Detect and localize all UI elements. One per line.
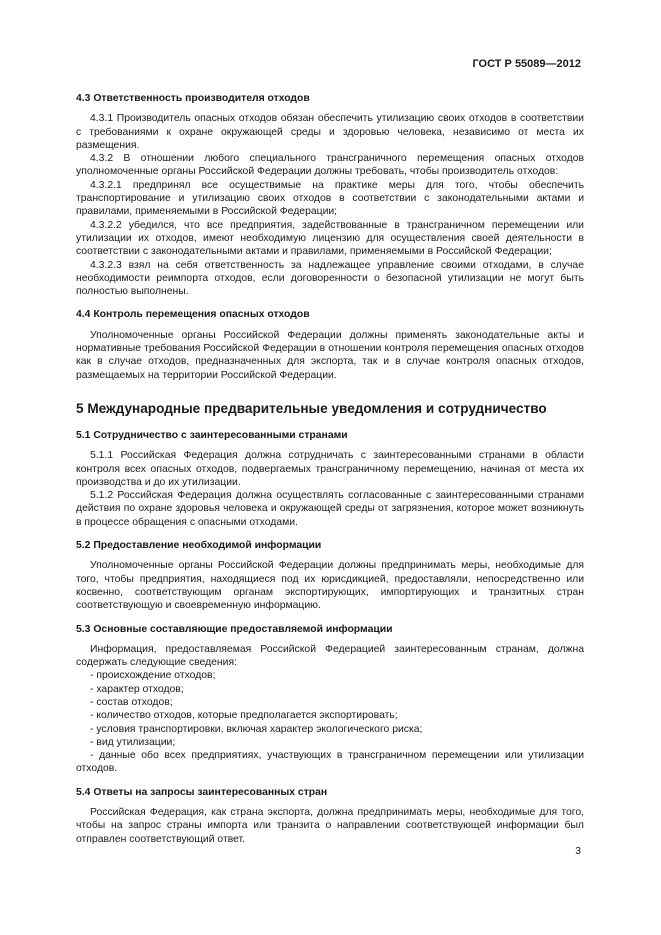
paragraph-4-3-2-2: 4.3.2.2 убедился, что все предприятия, задействованные в трансграничном перемещении или утилизации их отходов, имеют необходимую лицензию для осуществления своей деятельности в соответствии с законодательными актами и правилами, применяемыми в Российской Федерации;: [76, 219, 584, 258]
page-number: 3: [575, 846, 581, 857]
paragraph-5-4: Российская Федерация, как страна экспорта, должна предпринимать меры, необходимые для того, чтобы на запрос страны импорта или транзита о направлении соответствующей информации был отправлен соответствующий ответ.: [76, 807, 584, 845]
section-heading-5-4: 5.4 Ответы на запросы заинтересованных стран: [76, 786, 328, 798]
paragraph-4-3-2-3: 4.3.2.3 взял на себя ответственность за надлежащее управление своими отходами, в случае необходимости реимпорта отходов, если договоренности о безопасной утилизации не могут быть полностью выполнены.: [76, 259, 584, 298]
section-heading-5-3: 5.3 Основные составляющие предоставляемой информации: [76, 623, 393, 635]
paragraph-4-3-1: 4.3.1 Производитель опасных отходов обязан обеспечить утилизацию своих отходов в соответствии с требованиями к охране окружающей среды и здоровью человека, независимо от места их размещения.: [76, 113, 584, 151]
list-item: - состав отходов;: [90, 696, 173, 708]
section-heading-5-1: 5.1 Сотрудничество с заинтересованными странами: [76, 429, 348, 441]
paragraph-4-3-2: 4.3.2 В отношении любого специального трансграничного перемещения опасных отходов уполномоченные органы Российской Федерации должны требовать, чтобы производитель отходов:: [76, 153, 584, 178]
section-heading-5-2: 5.2 Предоставление необходимой информации: [76, 540, 322, 552]
list-item: - характер отходов;: [90, 683, 184, 695]
info-list: [76, 669, 584, 775]
paragraph-5-1-1: 5.1.1 Российская Федерация должна сотрудничать с заинтересованными странами в области контроля всех опасных отходов, подвергаемых трансграничному перемещению, начиная от места их производства и до их утилизации.: [76, 450, 584, 488]
paragraph-4-3-2-1: 4.3.2.1 предпринял все осуществимые на практике меры для того, чтобы обеспечить транспортирование и утилизацию своих отходов в соответствии с законодательными актами и правилами, применяемыми в Российской Федерации;: [76, 179, 584, 218]
paragraph-5-1-2: 5.1.2 Российская Федерация должна осуществлять согласованные с заинтересованными странами действия по охране здоровья человека и окружающей среды от загрязнения, которое может возникнуть в процессе обращения с опасными отходами.: [76, 490, 584, 528]
page-content: [76, 92, 584, 846]
section-heading-5: 5 Международные предварительные уведомления и сотрудничество: [76, 400, 547, 416]
section-heading-4-4: 4.4 Контроль перемещения опасных отходов: [76, 309, 310, 321]
list-item: - количество отходов, которые предполагается экспортировать;: [90, 710, 398, 722]
list-item: - условия транспортировки, включая характер экологического риска;: [90, 723, 423, 735]
list-item: - данные обо всех предприятиях, участвующих в трансграничном перемещении или утилизации отходов.: [76, 750, 584, 775]
paragraph-5-3: Информация, предоставляемая Российской Федерацией заинтересованным странам, должна содержать следующие сведения:: [76, 643, 584, 669]
paragraph-4-4: Уполномоченные органы Российской Федерации должны применять законодательные акты и нормативные требования Российской Федерации в отношении контроля перемещения опасных отходов как в случае отходов, предназначенных для экспорта, так и в случае контроля опасных отходов, размещаемых на территории Российской Федерации.: [76, 329, 584, 381]
section-heading-4-3: 4.3 Ответственность производителя отходов: [76, 93, 310, 104]
list-item: - происхождение отходов;: [90, 670, 216, 682]
list-item: - вид утилизации;: [90, 736, 176, 748]
document-id: ГОСТ Р 55089—2012: [472, 58, 581, 70]
paragraph-5-2: Уполномоченные органы Российской Федерации должны предпринимать меры, необходимые для того, чтобы предприятия, находящиеся под их юрисдикцией, предоставляли, непосредственно или косвенно, соответствующим органам экспортирующих, импортирующих и транзитных стран соответствующую и своевременную информацию.: [76, 560, 584, 612]
